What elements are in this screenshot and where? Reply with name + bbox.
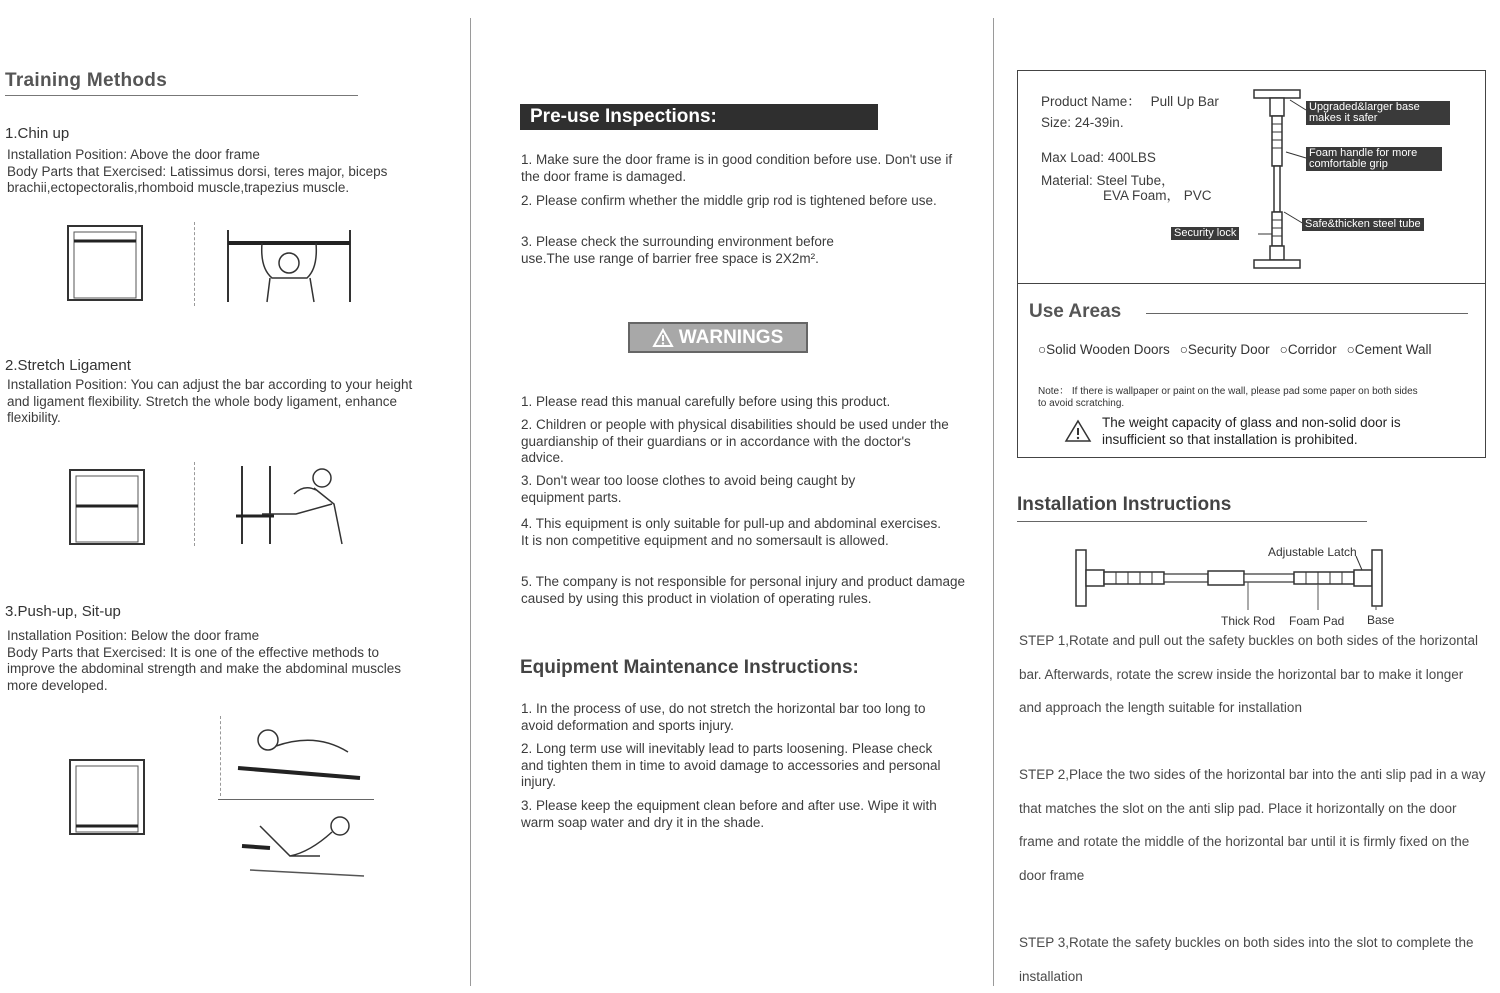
pre-use-item: 1. Make sure the door frame is in good condition before use. Don't use if the door frame is damaged. [521,152,953,184]
divider-dashed [220,716,221,796]
max-load-row: Max Load: 400LBS [1041,150,1156,165]
callout-lines [1230,96,1310,246]
part-label-adjustable-latch: Adjustable Latch [1268,545,1357,559]
chin-up-description: Installation Position: Above the door frame Body Parts that Exercised: Latissimus dorsi, teres major, biceps brachii,ectopectoralis,rhomboid muscle,trapezius muscle. [7,147,388,195]
radio-circle-icon: ○ [1038,342,1047,357]
material-row-2: EVA Foam， PVC [1103,188,1212,203]
push-up-person-illustration [236,718,362,782]
material-row: Material: Steel Tube， [1041,173,1175,188]
warnings-heading: WARNINGS [628,322,808,353]
warning-triangle-icon [653,329,673,347]
install-step-3: STEP 3,Rotate the safety buckles on both sides into the slot to complete the installation [1019,935,1474,984]
warning-item: 2. Children or people with physical disabilities should be used under the guardianship of their guardians or in accordance with the doctor's advice. [521,417,949,465]
pre-use-inspections-heading: Pre-use Inspections: [520,104,878,130]
product-name-row: Product Name： Pull Up Bar [1041,94,1219,109]
push-up-title: 3.Push-up, Sit-up [5,603,121,620]
use-area-option: ○Corridor [1279,342,1337,357]
part-label-thick-rod: Thick Rod [1221,614,1276,628]
door-frame-high-bar-illustration [66,224,146,302]
caution-triangle-icon [1065,420,1091,442]
warning-item: 1. Please read this manual carefully before using this product. [521,394,891,409]
door-frame-mid-bar-illustration [68,468,146,546]
stretch-ligament-description: Installation Position: You can adjust the bar according to your height and ligament flexibility. Stretch the whole body ligament, enhance flexibility. [7,377,413,425]
maintenance-item: 1. In the process of use, do not stretch the horizontal bar too long to avoid deformation and sports injury. [521,701,926,733]
maintenance-item: 2. Long term use will inevitably lead to parts loosening. Please check and tighten them in time to avoid damage to accessories and personal injury. [521,741,941,789]
column-divider-2 [993,18,994,986]
installation-instructions-heading: Installation Instructions [1017,494,1232,515]
caution-text: The weight capacity of glass and non-solid door is insufficient so that installation is prohibited. [1102,415,1401,447]
install-step-1: STEP 1,Rotate and pull out the safety buckles on both sides of the horizontal bar. Afterwards, rotate the screw inside the horizontal bar to make it longer and approach the length suitable for installation [1019,633,1479,715]
push-up-description: Installation Position: Below the door frame Body Parts that Exercised: It is one of the effective methods to improve the abdominal strength and make the abdominal muscles more developed. [7,628,401,693]
warning-item: 3. Don't wear too loose clothes to avoid being caught by equipment parts. [521,473,856,505]
installation-heading-rule [1017,521,1367,522]
maintenance-heading: Equipment Maintenance Instructions: [520,657,859,678]
size-row: Size: 24-39in. [1041,115,1124,130]
door-frame-low-bar-illustration [68,758,146,836]
use-areas-rule [1146,313,1468,314]
use-area-option: ○Cement Wall [1346,342,1432,357]
stretch-person-illustration [234,464,354,546]
part-label-base: Base [1367,613,1395,627]
radio-circle-icon: ○ [1279,342,1288,357]
radio-circle-icon: ○ [1346,342,1355,357]
part-label-foam-pad: Foam Pad [1289,614,1345,628]
illustration-divider [218,799,374,800]
steel-tube-tag: Safe&thicken steel tube [1302,218,1424,231]
foam-handle-tag: Foam handle for more comfortable grip [1306,147,1442,171]
chin-up-title: 1.Chin up [5,125,70,142]
chin-up-person-illustration [222,228,362,304]
stretch-ligament-title: 2.Stretch Ligament [5,357,131,374]
radio-circle-icon: ○ [1179,342,1188,357]
sit-up-person-illustration [240,806,366,880]
warning-item: 4. This equipment is only suitable for pull-up and abdominal exercises. It is non competitive equipment and no somersault is allowed. [521,516,941,548]
warning-item: 5. The company is not responsible for personal injury and product damage caused by using this product in violation of operating rules. [521,574,966,606]
maintenance-item: 3. Please keep the equipment clean before and after use. Wipe it with warm soap water and dry it in the shade. [521,798,937,830]
use-area-option: ○Security Door [1179,342,1270,357]
column-divider-1 [470,18,471,986]
use-areas-heading: Use Areas [1029,301,1122,322]
training-methods-heading: Training Methods [5,70,168,91]
wall-note: Note： If there is wallpaper or paint on the wall, please pad some paper on both sides to avoid scratching. [1038,386,1418,409]
security-lock-tag: Security lock [1171,227,1239,240]
base-feature-tag: Upgraded&larger base makes it safer [1306,101,1450,125]
use-area-option: ○Solid Wooden Doors [1038,342,1170,357]
pre-use-item: 3. Please check the surrounding environment before use.The use range of barrier free space is 2X2m². [521,234,834,266]
heading-underline [5,95,358,96]
divider-dashed [194,222,195,306]
use-areas-options [1038,342,1432,357]
pre-use-item: 2. Please confirm whether the middle grip rod is tightened before use. [521,193,937,208]
spec-box-divider [1017,283,1486,284]
divider-dashed [194,462,195,546]
install-step-2: STEP 2,Place the two sides of the horizontal bar into the anti slip pad in a way that matches the slot on the anti slip pad. Place it horizontally on the door frame and rotate the middle of the horizontal bar until it is firmly fixed on the door frame [1019,767,1486,883]
